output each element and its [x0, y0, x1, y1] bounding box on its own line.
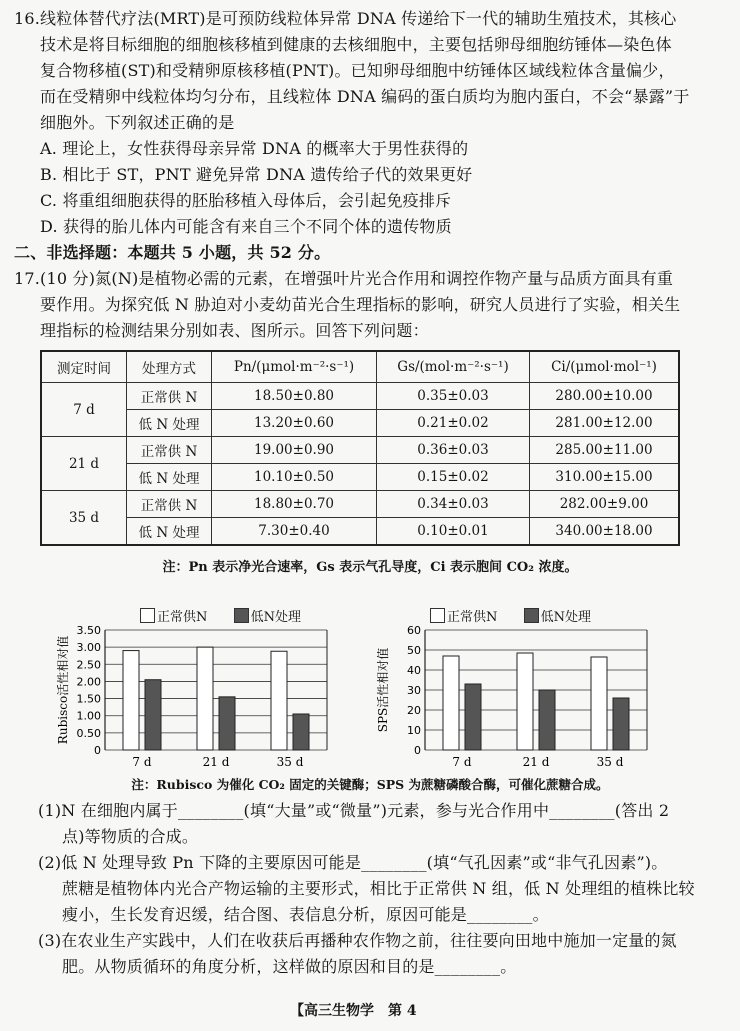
- bar-normal-n-0: [123, 651, 139, 750]
- y-axis-label: SPS活性相对值: [376, 647, 390, 733]
- bar-normal-n-1: [197, 647, 213, 750]
- y-tick-label: 1.50: [76, 692, 101, 706]
- y-tick-label: 2.00: [76, 675, 101, 689]
- y-tick-label: 0: [414, 744, 421, 757]
- table-cell: 低 N 处理: [127, 410, 212, 437]
- q16-line-2: 技术是将目标细胞的细胞核移植到健康的去核细胞中，主要包括卵母细胞纺锤体—染色体: [40, 35, 672, 54]
- x-tick-label: 21 d: [522, 755, 550, 769]
- q17-sub1-line-2: 点)等物质的合成。: [62, 827, 199, 846]
- q17-sub2-line-2: 蔗糖是植物体内光合产物运输的主要形式，相比于正常供 N 组，低 N 处理组的植株比较: [62, 879, 695, 898]
- chart-note: 注：Rubisco 为催化 CO₂ 固定的关键酶；SPS 为蔗糖磷酸合酶，可催化蔗糖合成。: [131, 777, 609, 792]
- y-tick-label: 2.50: [76, 658, 101, 672]
- bar-low-n-2: [293, 714, 309, 750]
- table-cell-time: 7 d: [41, 383, 127, 437]
- table-cell: 0.36±0.03: [377, 437, 530, 464]
- bar-low-n-0: [145, 680, 161, 750]
- q16-option-a: A. 理论上，女性获得母亲异常 DNA 的概率大于男性获得的: [40, 139, 469, 158]
- bar-low-n-1: [539, 690, 555, 750]
- q17-line-3: 理指标的检测结果分别如表、图所示。回答下列问题：: [40, 321, 429, 340]
- q17-sub3-line-2: 肥。从物质循环的角度分析，这样做的原因和目的是________。: [62, 957, 517, 976]
- table-header: Ci/(μmol·mol⁻¹): [530, 351, 680, 383]
- table-cell: 低 N 处理: [127, 464, 212, 491]
- legend-swatch-normal: [430, 608, 445, 623]
- table-cell: 13.20±0.60: [212, 410, 377, 437]
- y-tick-label: 20: [407, 704, 421, 717]
- y-tick-label: 40: [407, 664, 421, 677]
- legend-swatch-low: [524, 608, 539, 623]
- table-row: [41, 437, 679, 464]
- x-tick-label: 7 d: [132, 755, 152, 769]
- table-cell-time: 35 d: [41, 491, 127, 546]
- table-cell: 0.34±0.03: [377, 491, 530, 518]
- q16-line-5: 细胞外。下列叙述正确的是: [40, 113, 235, 132]
- y-tick-label: 1.00: [76, 709, 101, 723]
- q17-sub3-line-1: (3)在农业生产实践中，人们在收获后再播种农作物之前，往往要向田地中施加一定量的氮: [38, 931, 677, 950]
- table-cell: 340.00±18.00: [530, 518, 680, 546]
- table-cell: 280.00±10.00: [530, 383, 680, 410]
- table-row: [41, 464, 679, 491]
- table-cell-time: 21 d: [41, 437, 127, 491]
- legend-label: 正常供N: [157, 610, 208, 625]
- table-note: 注：Pn 表示净光合速率，Gs 表示气孔导度，Ci 表示胞间 CO₂ 浓度。: [162, 560, 578, 575]
- q16-option-d: D. 获得的胎儿体内可能含有来自三个不同个体的遗传物质: [40, 217, 452, 236]
- y-tick-label: 60: [407, 624, 421, 637]
- q16-option-c: C. 将重组细胞获得的胚胎移植入母体后，会引起免疫排斥: [40, 191, 452, 210]
- q17-sub2-line-1: (2)低 N 处理导致 Pn 下降的主要原因可能是________(填“气孔因素”或“非气孔因素”)。: [38, 853, 668, 872]
- section-heading: 二、非选择题：本题共 5 小题，共 52 分。: [14, 243, 331, 262]
- y-tick-label: 30: [407, 684, 421, 697]
- table-row: [41, 383, 679, 410]
- x-tick-label: 7 d: [452, 755, 472, 769]
- y-tick-label: 50: [407, 644, 421, 657]
- data-table: [40, 350, 680, 546]
- legend-label: 正常供N: [447, 610, 498, 625]
- table-header: 处理方式: [127, 351, 212, 383]
- table-cell: 正常供 N: [127, 437, 212, 464]
- table-cell: 7.30±0.40: [212, 518, 377, 546]
- table-cell: 0.35±0.03: [377, 383, 530, 410]
- q16-line-1: 16.线粒体替代疗法(MRT)是可预防线粒体异常 DNA 传递给下一代的辅助生殖技术，其核心: [14, 9, 677, 28]
- q16-line-4: 而在受精卵中线粒体均匀分布，且线粒体 DNA 编码的蛋白质均为胞内蛋白，不会“暴露”于: [40, 87, 690, 106]
- q16-line-3: 复合物移植(ST)和受精卵原核移植(PNT)。已知卵母细胞中纺锤体区域线粒体含量偏少，: [40, 61, 675, 80]
- table-cell: 0.21±0.02: [377, 410, 530, 437]
- y-axis-label: Rubisco活性相对值: [56, 635, 70, 745]
- legend-swatch-normal: [140, 608, 155, 623]
- q17-line-2: 要作用。为探究低 N 胁迫对小麦幼苗光合生理指标的影响，研究人员进行了实验，相关生: [40, 295, 681, 314]
- table-cell: 282.00±9.00: [530, 491, 680, 518]
- table-cell: 正常供 N: [127, 383, 212, 410]
- sps-chart: [375, 622, 655, 772]
- legend-swatch-low: [234, 608, 249, 623]
- table-cell: 低 N 处理: [127, 518, 212, 546]
- rubisco-chart: [55, 622, 335, 772]
- legend-label: 低N处理: [250, 610, 302, 625]
- x-tick-label: 21 d: [202, 755, 230, 769]
- x-tick-label: 35 d: [276, 755, 304, 769]
- table-header-row: [41, 351, 679, 383]
- table-cell: 310.00±15.00: [530, 464, 680, 491]
- table-cell: 281.00±12.00: [530, 410, 680, 437]
- bar-normal-n-2: [591, 657, 607, 750]
- q17-sub2-line-3: 瘦小，生长发育迟缓，结合图、表信息分析，原因可能是________。: [62, 905, 549, 924]
- y-tick-label: 0.50: [76, 726, 101, 740]
- y-tick-label: 0: [94, 744, 101, 757]
- table-cell: 0.10±0.01: [377, 518, 530, 546]
- table-cell: 0.15±0.02: [377, 464, 530, 491]
- page-footer: 【高三生物学 第 4: [290, 1003, 417, 1019]
- table-row: [41, 491, 679, 518]
- table-cell: 18.80±0.70: [212, 491, 377, 518]
- table-cell: 285.00±11.00: [530, 437, 680, 464]
- bar-low-n-2: [613, 698, 629, 750]
- table-row: [41, 518, 679, 546]
- bar-normal-n-1: [517, 653, 533, 750]
- q16-option-b: B. 相比于 ST，PNT 避免异常 DNA 遗传给子代的效果更好: [40, 165, 473, 184]
- table-row: [41, 410, 679, 437]
- q17-sub1-line-1: (1)N 在细胞内属于________(填“大量”或“微量”)元素，参与光合作用中________(答出 2: [38, 801, 670, 820]
- legend-label: 低N处理: [540, 610, 592, 625]
- table-cell: 10.10±0.50: [212, 464, 377, 491]
- q17-line-1: 17.(10 分)氮(N)是植物必需的元素，在增强叶片光合作用和调控作物产量与品质方面具有重: [14, 269, 674, 288]
- y-tick-label: 10: [407, 724, 421, 737]
- table-cell: 18.50±0.80: [212, 383, 377, 410]
- table-cell: 19.00±0.90: [212, 437, 377, 464]
- bar-low-n-1: [219, 697, 235, 750]
- table-header: Pn/(μmol·m⁻²·s⁻¹): [212, 351, 377, 383]
- table-header: Gs/(mol·m⁻²·s⁻¹): [377, 351, 530, 383]
- bar-normal-n-2: [271, 651, 287, 750]
- table-header: 测定时间: [41, 351, 127, 383]
- bar-low-n-0: [465, 684, 481, 750]
- bar-normal-n-0: [443, 656, 459, 750]
- y-tick-label: 3.00: [76, 641, 101, 655]
- table-cell: 正常供 N: [127, 491, 212, 518]
- x-tick-label: 35 d: [596, 755, 624, 769]
- y-tick-label: 3.50: [76, 624, 101, 637]
